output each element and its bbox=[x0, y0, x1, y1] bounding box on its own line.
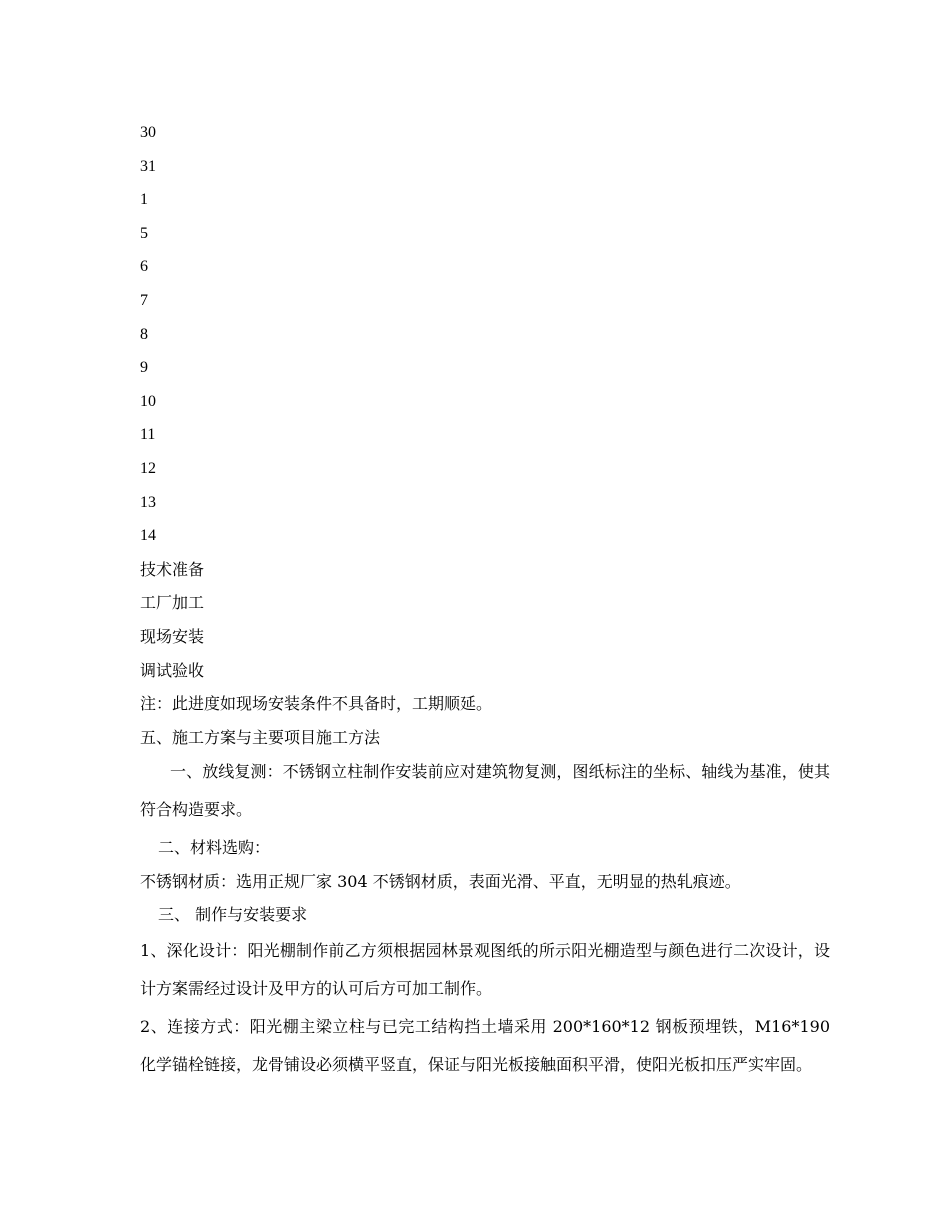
paragraph-connection-method: 2、连接方式：阳光棚主梁立柱与已完工结构挡土墙采用 200*160*12 钢板预埋铁，M16*190 化学锚栓链接，龙骨铺设必须横平竖直，保证与阳光板接触面积平滑，使阳光板扣压严实牢固。 bbox=[140, 1017, 830, 1075]
schedule-number: 5 bbox=[140, 224, 148, 242]
schedule-number: 13 bbox=[140, 493, 156, 511]
schedule-number: 30 bbox=[140, 124, 156, 141]
schedule-number: 1 bbox=[140, 191, 148, 209]
schedule-number: 14 bbox=[140, 527, 156, 545]
schedule-number: 12 bbox=[140, 459, 156, 477]
schedule-stage: 工厂加工 bbox=[140, 593, 205, 613]
schedule-note: 注：此进度如现场安装条件不具备时，工期顺延。 bbox=[140, 694, 493, 714]
paragraph-layout-survey: 一、放线复测：不锈钢立柱制作安装前应对建筑物复测，图纸标注的坐标、轴线为基准，使其符合构造要求。 bbox=[140, 762, 830, 820]
schedule-number: 31 bbox=[140, 157, 156, 175]
document-body bbox=[140, 116, 830, 1084]
schedule-number-list bbox=[140, 116, 830, 553]
schedule-number: 8 bbox=[140, 325, 148, 343]
schedule-stage-list bbox=[140, 553, 830, 687]
paragraph-detailed-design: 1、深化设计：阳光棚制作前乙方须根据园林景观图纸的所示阳光棚造型与颜色进行二次设计，设计方案需经过设计及甲方的认可后方可加工制作。 bbox=[140, 941, 830, 999]
section-heading: 五、施工方案与主要项目施工方法 bbox=[140, 727, 381, 747]
schedule-number: 11 bbox=[140, 426, 156, 444]
schedule-number: 10 bbox=[140, 392, 156, 410]
schedule-number: 6 bbox=[140, 258, 148, 276]
schedule-number: 7 bbox=[140, 291, 148, 309]
subheading-fabrication: 三、 制作与安装要求 bbox=[158, 905, 308, 925]
schedule-stage: 调试验收 bbox=[140, 660, 205, 680]
schedule-number: 9 bbox=[140, 359, 148, 377]
paragraph-material-quality: 不锈钢材质：选用正规厂家 304 不锈钢材质，表面光滑、平直，无明显的热轧痕迹。 bbox=[140, 871, 741, 891]
schedule-stage: 技术准备 bbox=[140, 559, 205, 579]
schedule-stage: 现场安装 bbox=[140, 626, 205, 646]
subheading-materials: 二、材料选购： bbox=[158, 838, 271, 858]
